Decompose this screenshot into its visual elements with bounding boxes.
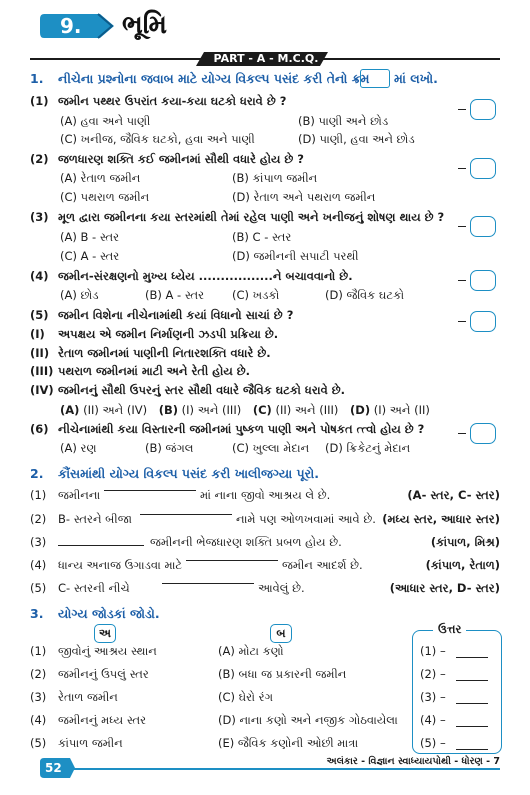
q5-statement-3: પથરાળ જમીનમાં માટી અને રેતી હોય છે. — [58, 364, 251, 378]
match-row-5-ans: (5) – — [420, 736, 446, 750]
q6-option-c: (C) ખુલ્લા મેદાન — [232, 441, 310, 455]
chapter-header — [0, 0, 530, 50]
match-row-3-number: (3) — [30, 690, 47, 704]
s2-item-5-post: આવેલું છે. — [258, 581, 305, 595]
q2-option-b: (B) કાંપાળ જમીન — [232, 171, 318, 185]
column-b-header: બ — [270, 624, 292, 643]
q3-question: મૂળ દ્વારા જમીનના કયા સ્તરમાંથી તેમાં રહેલ પાણી અને ખનીજનું શોષણ થાય છે ? — [58, 210, 445, 224]
s1-heading — [30, 71, 43, 86]
q6-question: નીચેનામાંથી કયા વિસ્તારની જમીનમાં પુષ્કળ પાણી અને પોષકત ત્ત્વો હોય છે ? — [58, 422, 425, 436]
q1-option-d: (D) પાણી, હવા અને છોડ — [298, 132, 415, 146]
match-row-4-ans-line[interactable] — [456, 726, 488, 727]
q4-option-b: (B) A - સ્તર — [145, 288, 205, 302]
s2-item-1-options: (A- સ્તર, C- સ્તર) — [407, 488, 500, 502]
q4-answer-box[interactable] — [470, 270, 496, 291]
q6-option-b: (B) જંગલ — [145, 441, 194, 455]
s2-item-5-pre: C- સ્તરની નીચે — [58, 581, 130, 595]
s2-item-2-number: (2) — [30, 512, 47, 526]
q5-option-a: (II) અને (IV) — [83, 403, 148, 417]
chapter-number: 9. — [60, 14, 82, 38]
chapter-arrow-badge — [40, 10, 130, 42]
s1-instruction — [58, 71, 369, 87]
page-number: 52 — [45, 761, 62, 775]
q6-answer-box[interactable] — [470, 423, 496, 444]
q6-answer-line — [458, 433, 466, 434]
s2-item-2-blank[interactable] — [140, 514, 232, 515]
s2-item-3-options: (કાંપાળ, મિશ્ર) — [430, 535, 500, 549]
s1-number: 1. — [30, 71, 44, 86]
match-row-4-number: (4) — [30, 713, 47, 727]
match-row-1-number: (1) — [30, 644, 47, 658]
q2-option-a: (A) રેતાળ જમીન — [60, 171, 141, 185]
q3-answer-line — [458, 226, 466, 227]
s2-number: 2. — [30, 466, 44, 481]
q6-option-a: (A) રણ — [60, 441, 97, 455]
s3-instruction: યોગ્ય જોડકાં જોડો. — [58, 606, 160, 621]
match-row-2-ans-line[interactable] — [456, 680, 488, 681]
match-row-4-a: જમીનનું મધ્ય સ્તર — [58, 713, 147, 727]
q2-answer-line — [458, 168, 466, 169]
q5-statement-1-no: (I) — [30, 327, 45, 341]
q5-statement-4-no: (IV) — [30, 383, 54, 397]
q5-answer-line — [458, 321, 466, 322]
match-row-3-b: (C) ઘેરો રંગ — [218, 690, 273, 704]
s2-item-1-pre: જમીનના — [58, 488, 101, 502]
q5-statement-1: અપક્ષય એ જમીન નિર્માણની ઝડપી પ્રક્રિયા છે. — [58, 327, 279, 341]
footer-book-title: અલંકાર - વિજ્ઞાન સ્વાધ્યાયપોથી - ધોરણ - 7 — [321, 756, 500, 767]
q1-answer-box[interactable] — [470, 99, 496, 120]
match-row-2-number: (2) — [30, 667, 47, 681]
match-row-1-b: (A) મોટા કણો — [218, 644, 284, 658]
s2-item-2-options: (મધ્ય સ્તર, આધાર સ્તર) — [382, 512, 500, 526]
banner-text: PART - A - M.C.Q. — [213, 52, 319, 65]
chapter-title: ભૂમિ — [122, 10, 168, 40]
s2-item-4-blank[interactable] — [186, 560, 278, 561]
q2-option-c: (C) પથરાળ જમીન — [60, 190, 150, 204]
q1-answer-line — [458, 109, 466, 110]
q4-option-a: (A) છોડ — [60, 288, 99, 302]
q2-question: જળધારણ શક્તિ કઈ જમીનમાં સૌથી વધારે હોય છે ? — [58, 152, 304, 166]
column-a-header: અ — [94, 624, 116, 643]
answer-panel-title: ઉત્તર — [433, 622, 466, 637]
q1-question: જમીન પથ્થર ઉપરાંત કયા-કયા ઘટકો ધરાવે છે ? — [58, 94, 287, 108]
q4-option-d: (D) જૈવિક ઘટકો — [325, 288, 405, 302]
q5-option-d: (I) અને (II) — [373, 403, 430, 417]
q5-option-d-label: (D) — [350, 403, 371, 417]
q2-option-d: (D) રેતાળ અને પથરાળ જમીન — [232, 190, 376, 204]
q3-option-a: (A) B - સ્તર — [60, 230, 120, 244]
q5-option-c: (II) અને (III) — [275, 403, 339, 417]
match-row-1-ans-line[interactable] — [456, 657, 488, 658]
q5-option-b: (I) અને (III) — [181, 403, 242, 417]
q1-option-a: (A) હવા અને પાણી — [60, 114, 151, 128]
q4-answer-line — [458, 280, 466, 281]
s2-item-2-pre: B- સ્તરને બીજા — [58, 512, 132, 526]
match-row-2-a: જમીનનું ઉપલું સ્તર — [58, 667, 149, 681]
s2-item-3-number: (3) — [30, 535, 47, 549]
match-row-3-a: રેતાળ જમીન — [58, 690, 118, 704]
s2-item-5-number: (5) — [30, 581, 47, 595]
match-row-1-ans: (1) – — [420, 644, 446, 658]
s1-instruction-a: નીચેના પ્રશ્નોના જવાબ માટે યોગ્ય વિકલ્પ પસંદ કરી તેનો ક્રમ — [58, 71, 370, 86]
q4-number: (4) — [30, 269, 49, 283]
q5-number: (5) — [30, 308, 49, 322]
match-row-5-b: (E) જૈવિક કણોની ઓછી માત્રા — [218, 736, 359, 750]
q1-option-c: (C) ખનીજ, જૈવિક ઘટકો, હવા અને પાણી — [60, 132, 255, 146]
q5-option-c-label: (C) — [252, 403, 272, 417]
s1-instruction-b: માં લખો. — [394, 71, 438, 86]
q6-option-d: (D) ક્રિકેટનું મેદાન — [325, 441, 411, 455]
match-row-4-ans: (4) – — [420, 713, 446, 727]
match-row-4-b: (D) નાના કણો અને નજીક ગોઠવાયેલા — [218, 713, 398, 727]
q5-option-a-label: (A) — [60, 403, 80, 417]
q4-option-c: (C) ખડકો — [232, 288, 280, 302]
match-row-5-ans-line[interactable] — [456, 749, 488, 750]
q1-option-b: (B) પાણી અને છોડ — [298, 114, 389, 128]
q5-statement-2: રેતાળ જમીનમાં પાણીની નિતારશક્તિ વધારે છે. — [58, 346, 271, 360]
s2-item-2-post: નામે પણ ઓળખવામાં આવે છે. — [236, 512, 376, 526]
s2-item-4-options: (કાંપાળ, રેતાળ) — [425, 558, 500, 572]
q3-answer-box[interactable] — [470, 216, 496, 237]
q5-statement-3-no: (III) — [30, 364, 54, 378]
q2-answer-box[interactable] — [470, 158, 496, 179]
footer-rule — [70, 768, 500, 770]
match-row-3-ans: (3) – — [420, 690, 446, 704]
footer — [0, 754, 530, 795]
s2-item-3-blank[interactable] — [58, 545, 144, 546]
match-row-3-ans-line[interactable] — [456, 703, 488, 704]
s2-item-1-blank[interactable] — [104, 490, 196, 491]
q1-number: (1) — [30, 94, 49, 108]
s2-item-5-blank[interactable] — [162, 583, 254, 584]
s2-item-4-pre: ધાન્ય અનાજ ઉગાડવા માટે — [58, 558, 183, 572]
s3-number: 3. — [30, 606, 44, 621]
q3-number: (3) — [30, 210, 49, 224]
s2-item-3-post: જમીનની ભેજધારણ શક્તિ પ્રબળ હોય છે. — [150, 535, 342, 549]
match-row-5-a: કાંપાળ જમીન — [58, 736, 123, 750]
q3-option-d: (D) જમીનની સપાટી પરથી — [232, 249, 359, 263]
q5-answer-box[interactable] — [470, 311, 496, 332]
s1-inline-box — [360, 69, 390, 88]
q5-option-b-label: (B) — [158, 403, 179, 417]
s2-item-5-options: (આધાર સ્તર, D- સ્તર) — [389, 581, 500, 595]
q6-number: (6) — [30, 422, 49, 436]
q5-options — [60, 403, 430, 418]
match-row-1-a: જીવોનું આશ્રય સ્થાન — [58, 644, 157, 658]
s2-item-4-post: જમીન આદર્શ છે. — [282, 558, 363, 572]
q5-statement-4: જમીનનું સૌથી ઉપરનું સ્તર સૌથી વધારે જૈવિક ઘટકો ધરાવે છે. — [58, 383, 346, 397]
s2-item-4-number: (4) — [30, 558, 47, 572]
q3-option-c: (C) A - સ્તર — [60, 249, 120, 263]
q4-question: જમીન-સંરક્ષણનો મુખ્ય ધ્યેય .................ને બચાવવાનો છે. — [58, 269, 353, 283]
q5-question: જમીન વિશેના નીચેનામાંથી કયાં વિધાનો સાચાં છે ? — [58, 308, 294, 322]
s2-item-1-number: (1) — [30, 488, 47, 502]
q2-number: (2) — [30, 152, 49, 166]
match-row-5-number: (5) — [30, 736, 47, 750]
part-banner — [0, 52, 530, 66]
q5-statement-2-no: (II) — [30, 346, 50, 360]
s2-instruction: કૌંસમાંથી યોગ્ય વિકલ્પ પસંદ કરી ખાલીજગ્યા પૂરો. — [58, 466, 319, 481]
s2-item-1-post: માં નાના જીવો આશ્રય લે છે. — [200, 488, 331, 502]
match-row-2-b: (B) બધા જ પ્રકારની જમીન — [218, 667, 347, 681]
q3-option-b: (B) C - સ્તર — [232, 230, 292, 244]
match-row-2-ans: (2) – — [420, 667, 446, 681]
